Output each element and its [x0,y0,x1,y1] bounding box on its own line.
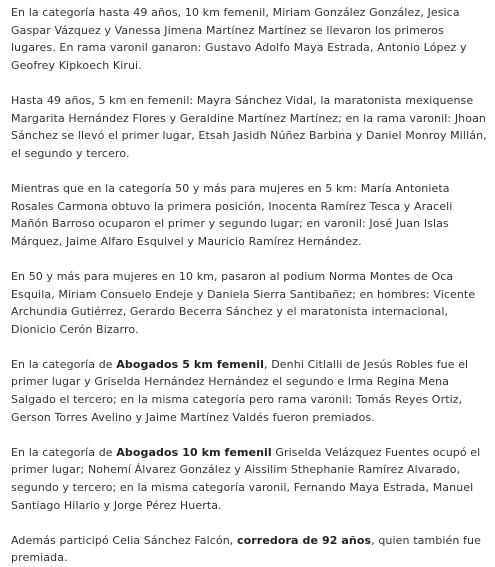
paragraph-text-before: En la categoría de [11,357,117,371]
paragraph-10km-50-plus: En 50 y más para mujeres en 10 km, pasaron al podium Norma Montes de Oca Esquila, Miriam Consuelo Endeje y Daniela Sierra Santibañez; en hombres: Vicente Archundia Gutiérrez, Gerardo Becerra Sánchez y el maratonista internacional, Dionicio Cerón Bizarro. [11,269,476,336]
paragraph-text-before: En la categoría de [11,445,117,459]
paragraph-5km-50-plus: Mientras que en la categoría 50 y más para mujeres en 5 km: María Antonieta Rosales Carmona obtuvo la primera posición, Inocenta Ramírez Tesca y Araceli Mañón Barroso ocuparon el primer y segundo lugar; en varonil: José Juan Islas Márquez, Jaime Alfaro Esquivel y Mauricio Ramírez Hernández. [11,181,453,248]
bold-category-lawyers-10km: Abogados 10 km femenil [116,445,272,459]
paragraph-5km-under-49: Hasta 49 años, 5 km en femenil: Mayra Sánchez Vidal, la maratonista mexiquense Margarita Hernández Flores y Geraldine Martínez Martínez; en la rama varonil: Jhoan Sánchez se llevó el primer lugar, Etsah Jasidh Núñez Barbina y Daniel Monroy Millán, el segundo y tercero. [11,93,487,160]
paragraph-oldest-runner [11,532,487,567]
paragraph-text-after: , quien también fue premiada. [11,533,481,565]
paragraph-text-before: Además participó Celia Sánchez Falcón, [11,533,237,547]
bold-runner-age: corredora de 92 años [237,533,372,547]
paragraph-text-after: , Denhi Citlalli de Jesús Robles fue el primer lugar y Griselda Hernández Hernández el segundo e Irma Regina Mena Salgado el tercero; en la misma categoría pero rama varonil: Tomás Reyes Ortiz, Gerson Torres Avelino y Jaime Martínez Valdés fueron premiados. [11,357,469,424]
paragraph-text-after: Griselda Velázquez Fuentes ocupó el primer lugar; Nohemí Álvarez González y Aissilim Sthephanie Ramírez Alvarado, segundo y tercero; en la misma categoría varonil, Fernando Maya Estrada, Manuel Santiago Hilario y Jorge Pérez Huerta. [11,445,481,512]
paragraph-lawyers-5km [11,356,487,426]
bold-category-lawyers-5km: Abogados 5 km femenil [116,357,265,371]
paragraph-lawyers-10km [11,444,487,514]
paragraph-10km-under-49: En la categoría hasta 49 años, 10 km femenil, Miriam González González, Jesica Gaspar Vázquez y Vanessa Jimena Martínez Martínez se llevaron los primeros lugares. En rama varonil ganaron: Gustavo Adolfo Maya Estrada, Antonio López y Geofrey Kipkoech Kirui. [11,6,467,72]
